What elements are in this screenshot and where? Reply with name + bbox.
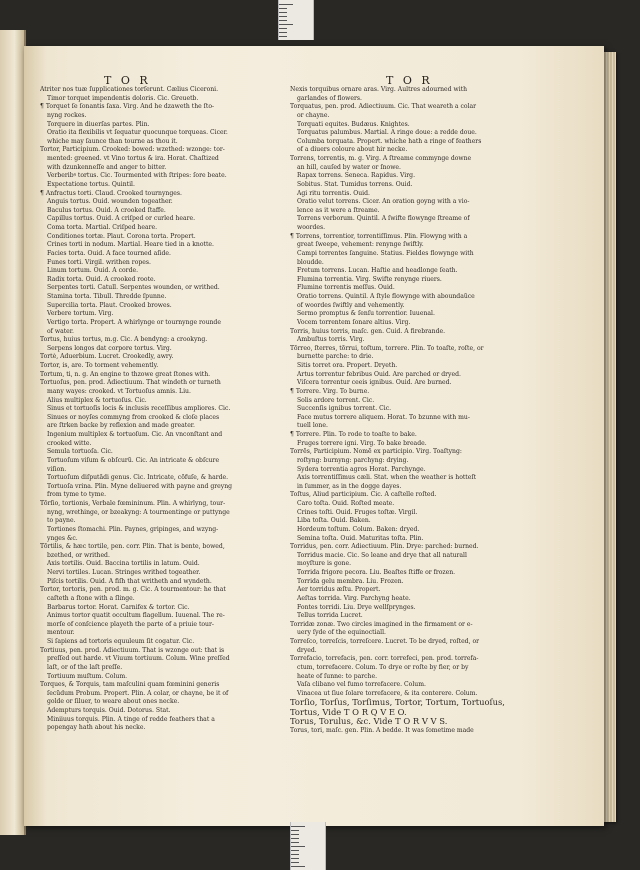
entry-line: bloudde. xyxy=(297,258,324,266)
entry-line: Torquatus, pen. prod. Adiectiuum. Cic. That weareth a colar xyxy=(290,103,477,111)
entry-line: Supercilia torta. Plaut. Crooked browes. xyxy=(47,301,172,309)
ruler-tick xyxy=(291,834,299,835)
entry-line: Timor torquet impendentis doloris. Cic. Greuetb. xyxy=(47,94,199,102)
entry-line: Torreſco, torreſcis, torreſcere. Lucret. To be dryed, roſted, or xyxy=(290,638,480,645)
entry-line: Vertigo torta. Propert. A whirlynge or tournynge rounde xyxy=(47,318,221,326)
entry-line: preſſed out harde. vt Viuum tortiuum. Colum. Wine preſſed xyxy=(47,655,230,663)
entry-line: Tortè, Aduerbium. Lucret. Crookedly, awry. xyxy=(40,353,174,361)
entry-line: Oratio ita flexibilis vt ſequatur quocunque torqueas. Cicer. xyxy=(47,129,228,137)
entry-line: are ſtrken backe by reflexion and made greater. xyxy=(47,422,195,430)
entry-line: Torridæ zonæ. Two circles imagined in the firmament or e- xyxy=(290,620,473,628)
entry-line: Fontes torridi. Liu. Drye wellſprynges. xyxy=(297,603,416,611)
entry-line: Torquere in diuerſas partes. Plin. xyxy=(47,120,150,128)
entry-line: ¶ Torrere. Plin. To rode to toaſte to bake. xyxy=(290,431,417,438)
entry-line: Torquatus palumbus. Martial. A ringe doue: a redde doue. xyxy=(297,129,477,137)
ruler-tick xyxy=(291,830,299,831)
entry-line: morſe of conſcience playeth the parte of a priuie tour- xyxy=(47,620,214,628)
entry-line: Aer torridus æſtu. Propert. xyxy=(297,586,381,594)
entry-line: Radix torta. Ouid. A crooked roote. xyxy=(47,275,156,283)
ruler-tick xyxy=(291,858,299,859)
entry-line: of a diuers coloure about hir necke. xyxy=(297,146,408,154)
entry-line: Flumine torrentis meſſus. Ouid. xyxy=(297,284,395,292)
entry-line: Adempturs torquis. Ouid. Dotorus. Stat. xyxy=(47,707,171,714)
entry-line: Sydera torrentia agros Horat. Parchynge. xyxy=(297,465,426,473)
entry-line: Torus, Torulus, &c. Vide T O R V V S. xyxy=(290,717,448,727)
entry-line: woordes. xyxy=(297,224,326,231)
entry-line: Tortus, Vide T O R Q V E O. xyxy=(290,707,407,717)
entry-line: laſt, or of the laſt preſſe. xyxy=(47,663,123,671)
entry-line: ¶ Anfractus torti. Claud. Crooked tournynges. xyxy=(40,189,182,197)
entry-line: Serpens longos dat corpore tortus. Virg. xyxy=(47,344,172,352)
ruler-tick xyxy=(291,862,299,863)
entry-line: dryed. xyxy=(297,646,317,654)
entry-line: Barbarus tortor. Horat. Carnifex & tortor. Cic. xyxy=(47,603,190,611)
ruler-tick xyxy=(279,12,287,13)
entry-line: Torrens, torrentis, m. g. Virg. A ſtreame commynge downe xyxy=(290,155,472,162)
ruler-tick xyxy=(279,36,287,37)
entry-line: Torrẽs, Participium. Nomẽ ex participio. Virg. Toaſtyng: xyxy=(290,448,462,456)
entry-line: many wayes: crooked. vt Tortuoſus amnis. Liu. xyxy=(47,387,191,395)
entry-line: viſion. xyxy=(47,465,67,473)
entry-line: ¶ Torquet ſe ſonantis ſaxa. Virg. And he dzaweth the ſto- xyxy=(40,103,215,111)
entry-line: Vinacea ut ſiue ſolare torrefacere, & ita conterere. Colum. xyxy=(297,689,478,697)
entry-line: Alius multiplex & tortuoſus. Cic. xyxy=(47,396,147,404)
entry-line: golde or ſiluer, to weare about ones necke. xyxy=(47,698,180,706)
entry-line: Columba torquata. Propert. whiche hath a ringe of feathers xyxy=(297,137,482,145)
entry-line: Solis ardore torrent. Cic. xyxy=(297,396,375,404)
entry-line: Torques, & Torquis, tam maſculini quam fœminini generis xyxy=(40,681,220,689)
entry-line: Torridus, pen. corr. Adiectiuum. Plin. Drye: parched: burned. xyxy=(290,543,479,551)
entry-line: Funes torti. Virgil. writhen ropes. xyxy=(47,258,151,266)
entry-line: ynges &c. xyxy=(47,534,78,542)
entry-line: Vaſa clibano vel fumo torrefacere. Colum. xyxy=(297,681,426,689)
ruler-tick xyxy=(291,838,299,839)
ruler-tick xyxy=(279,8,287,9)
entry-line: Animus tortor quatit occultum flagellum. Iuuenal. The re- xyxy=(47,612,225,620)
entry-line: Conditiones tortæ. Plaut. Corona torta. Propert. xyxy=(47,232,196,240)
entry-line: Crines toſti. Ouid. Fruges toſtæ. Virgil. xyxy=(297,508,418,516)
entry-line: Expectatione tortus. Quintil. xyxy=(47,180,135,188)
ruler-tick xyxy=(279,32,287,33)
entry-line: Linum tortum. Ouid. A corde. xyxy=(47,267,139,275)
entry-line: Ambuſtus torris. Virg. xyxy=(297,336,365,344)
entry-line: Viſcera torrentur ceeis ignibus. Ouid. Are burned. xyxy=(297,379,452,387)
entry-line: Stamina torta. Tibull. Thredde ſpunne. xyxy=(47,293,167,300)
entry-line: Tortor, Participium. Crooked: bowed: wzethed: wzonge: tor- xyxy=(40,146,225,154)
entry-line: Semina toſta. Ouid. Maturitas toſta. Plin. xyxy=(297,534,424,542)
bottom-ruler-strip xyxy=(290,822,326,870)
entry-line: Piſcis tortilis. Ouid. A fiſh that writheth and wyndeth. xyxy=(47,577,212,585)
entry-line: Face mutus torrere aliquem. Horat. To bzunne with mu- xyxy=(297,413,470,421)
entry-line: Crines torti in nodum. Martial. Heare tied in a knotte. xyxy=(47,241,214,249)
entry-line: Torrens verborum. Quintil. A ſwifte flowynge ſtreame of xyxy=(297,215,470,223)
entry-line: Vocem torrentem ſonare altius. Virg. xyxy=(297,318,411,326)
entry-line: burnette parche: to drie. xyxy=(297,353,374,361)
entry-line: Tortiones ſtomachi. Plin. Paynes, gripinges, and wzyng- xyxy=(47,525,219,533)
entry-line: Tõrſio, tortionis, Verbale fœmininum. Plin. A whirlyng, tour- xyxy=(40,500,226,507)
entry-line: ¶ Torrere. Virg. To burne. xyxy=(290,387,370,395)
entry-line: Sinues or noyſes commyng from crooked & cloſe places xyxy=(47,413,220,421)
entry-line: Sobitus. Stat. Tumidus torrens. Ouid. xyxy=(297,180,413,188)
entry-line: tuell lone. xyxy=(297,422,328,430)
ruler-tick xyxy=(291,850,299,851)
running-head-right: T O R xyxy=(386,74,433,87)
entry-line: of water. xyxy=(47,327,74,335)
entry-line: Facies torta. Ouid. A face tourned aſide. xyxy=(47,249,171,257)
entry-line: heate of ſunne: to parche. xyxy=(297,672,378,680)
entry-line: Torrida frigore pecora. Liu. Beaſtes ſtiffe or frozen. xyxy=(297,569,456,576)
entry-line: Liba toſta. Ouid. Baken. xyxy=(297,517,371,525)
entry-line: Tortuoſum diſputãdi genus. Cic. Intricate, cõfuſe, & harde. xyxy=(47,474,229,482)
entry-line: ctum, torrefacere. Colum. To drye or roſte by fier, or by xyxy=(297,663,469,671)
entry-line: mented: greened. vt Vino tortus & ira. Horat. Chaſtized xyxy=(47,155,219,162)
entry-line: Serpentes torti. Catull. Serpentes wounden, or writhed. xyxy=(47,284,220,292)
entry-line: in ſummer, as in the dogge dayes. xyxy=(297,482,402,490)
entry-line: Tortiuum muſtum. Colum. xyxy=(47,672,128,680)
entry-line: Rapax torrens. Seneca. Rapidus. Virg. xyxy=(297,172,416,180)
page-stack-edge xyxy=(604,52,616,822)
entry-line: Caro toſta. Ouid. Roſted meate. xyxy=(297,500,395,507)
entry-line: Si ſapiens ad tortoris equuleum ſit cogatur. Cic. xyxy=(47,638,195,645)
entry-line: great ſweepe, vehement: renynge ſwiftly. xyxy=(297,241,424,249)
entry-line: Semula tortuoſa. Cic. xyxy=(47,448,113,456)
entry-line: bzethed, or writhed. xyxy=(47,551,110,559)
entry-line: roſtyng: burnyng: parchyng: drying. xyxy=(297,456,409,464)
entry-line: Tortor, tortoris, pen. prod. m. g. Cic. A tourmentour: he that xyxy=(40,586,226,594)
left-column xyxy=(40,86,290,733)
entry-line: Tortuoſus, pen. prod. Adiectiuum. That windeth or turneth xyxy=(40,379,221,387)
entry-line: Sitis torret ora. Propert. Dryeth. xyxy=(297,362,398,369)
entry-line: Anguis tortus. Ouid. wounden togeather. xyxy=(47,198,173,206)
entry-line: Tortuoſum viſum & obſcurũ. Cic. An intricate & obſcure xyxy=(47,456,220,464)
entry-line: Sermo promptus & ſenſu torrentior. Iuuenal. xyxy=(297,310,435,318)
facing-page-edge xyxy=(0,30,26,835)
entry-line: of woordes ſwiftly and vehemently. xyxy=(297,301,405,309)
entry-line: or chayne. xyxy=(297,111,330,119)
entry-line: Hordeum toſtum. Colum. Baken: dryed. xyxy=(297,525,420,533)
entry-line: Verberibꝰ tortus. Cic. Tourmented with ſtripes: ſore beate. xyxy=(47,172,227,180)
entry-line: Axis torrentiſſimus cæli. Stat. when the weather is hotteſt xyxy=(297,474,477,482)
entry-line: Torrefacio, torrefacis, pen. corr. torrefeci, pen. prod. torrefa- xyxy=(290,655,479,663)
entry-line: uery ſyde of the equinoctiall. xyxy=(297,629,386,637)
entry-line: Tortiuus, pen. prod. Adiectiuum. That is wzonge out: that is xyxy=(40,646,225,654)
entry-line: nyng rockes. xyxy=(47,111,87,119)
ruler-tick xyxy=(291,846,305,847)
entry-line: Verbere tortum. Virg. xyxy=(47,310,114,318)
entry-line: caſteth a ſtone with a ſlinge. xyxy=(47,594,135,602)
entry-line: Fruges torrere igni. Virg. To bake breade. xyxy=(297,439,427,447)
entry-line: garlandes of flowers. xyxy=(297,94,362,102)
entry-line: Artus torrentur febribus Ouid. Are parched or dryed. xyxy=(297,370,461,378)
entry-line: lence as it were a ſtreame. xyxy=(297,206,380,214)
entry-line: moyſture is gone. xyxy=(297,560,352,568)
entry-line: Sinus et tortuoſis locis & inclusis receſſibus ampliores. Cic. xyxy=(47,405,231,413)
entry-line: Nervi tortiles. Lucan. Stringes writhed togeather. xyxy=(47,569,201,576)
entry-line: whiche may ſaunce than tourne as thou it. xyxy=(47,137,178,145)
entry-line: Tortus, huius tortus, m.g. Cic. A bendyng: a crookyng. xyxy=(40,336,208,344)
ruler-tick xyxy=(279,20,287,21)
entry-line: Oratio velut torrens. Cicer. An oration goyng with a vio- xyxy=(297,198,470,206)
entry-line: Flumina torrentia. Virg. Swifte renynge riuers. xyxy=(297,275,442,283)
entry-line: Torus, tori, maſc. gen. Plin. A bedde. It was ſometime made xyxy=(290,726,474,734)
entry-line: Tortum, ti, n. g. An engine to thzowe great ſtones with. xyxy=(40,370,211,378)
entry-line: Baculus tortus. Ouid. A crooked ſtaffe. xyxy=(47,206,166,214)
entry-line: an hill, cauſed by water or ſnowe. xyxy=(297,163,401,171)
entry-line: Tõrtilis, & hæc tortile, pen. corr. Plin. That is bente, bowed, xyxy=(40,543,225,551)
entry-line: Torris, huius torris, maſc. gen. Cuid. A firebrande. xyxy=(290,327,446,335)
ruler-tick xyxy=(291,826,305,827)
entry-line: Torrida gelu membra. Liu. Frozen. xyxy=(297,577,404,585)
entry-line: nyng, wrethinge, or bzeakyng: A tourmentinge or puttynge xyxy=(47,508,230,516)
entry-line: crooked witte. xyxy=(47,439,92,447)
entry-line: Tõrreo, ſterres, tõrrui, toſtum, torrere. Plin. To toaſte, roſte, or xyxy=(290,344,484,352)
entry-line: Coma torta. Martial. Criſped heare. xyxy=(47,224,158,231)
entry-line: popengay hath about his necke. xyxy=(47,724,146,732)
running-head-left: T O R xyxy=(104,74,151,87)
ruler-tick xyxy=(291,866,305,867)
entry-line: Ingenium multiplex & tortuoſum. Cic. An vnconſtant and xyxy=(47,431,223,438)
entry-line: Succenſis ignibus torrent. Cic. xyxy=(297,405,392,413)
ruler-tick xyxy=(291,842,299,843)
ruler-tick xyxy=(291,854,299,855)
entry-line: Torſio, Torſus, Torſimus, Tortor, Tortum, Tortuoſus, xyxy=(290,698,505,708)
entry-line: Tortuoſa vrina. Plin. Myne deliuered with payne and greyng xyxy=(47,482,233,490)
entry-line: ſecũdum Probum. Propert. Plin. A colar, or chayne, be it of xyxy=(47,689,229,697)
right-column xyxy=(290,86,540,735)
entry-line: Aeſtas torrida. Virg. Parchyng heate. xyxy=(297,594,411,602)
entry-line: Axis tortilis. Ouid. Baccina tortilis in latum. Ouid. xyxy=(47,560,200,568)
entry-line: ¶ Torrens, torrentior, torrentiſſimus. Plin. Flowyng with a xyxy=(290,232,468,240)
entry-line: Campi torrentes ſanguine. Statius. Fieldes flowynge with xyxy=(297,249,474,257)
entry-line: to payne. xyxy=(47,517,76,525)
entry-line: Miniiuus torquis. Plin. A tinge of redde feathers that a xyxy=(47,715,215,723)
entry-line: Toſtus, Aliud participium. Cic. A caſtelle roſted. xyxy=(290,491,437,499)
entry-line: Nexis torquibus ornare aras. Virg. Aultres adourned with xyxy=(290,86,468,93)
entry-line: Tellus torrida Lucret. xyxy=(297,612,363,620)
top-ruler-strip xyxy=(278,0,314,40)
entry-line: from tyme to tyme. xyxy=(47,491,107,499)
entry-line: Capillus tortus. Ouid. A criſped or curled heare. xyxy=(47,215,196,223)
entry-line: Atriter nos tuæ ſupplicationes torſerunt. Cælius Ciceroni. xyxy=(40,86,219,93)
ruler-tick xyxy=(279,28,287,29)
entry-line: mentour. xyxy=(47,629,75,637)
entry-line: Fretum torrens. Lucan. Haſtie and headlonge ſeath. xyxy=(297,267,458,275)
ruler-tick xyxy=(279,16,287,17)
ruler-tick xyxy=(279,4,293,5)
entry-line: Tortor, is, are. To torment vehemently. xyxy=(40,362,159,369)
entry-line: Oratio torrens. Quintil. A ſtyle flowynge with aboundaũce xyxy=(297,293,475,300)
entry-line: Torridus macie. Cic. So leane and drye that all naturall xyxy=(297,551,467,559)
entry-line: Agi ritu torrentis. Ouid. xyxy=(297,189,370,197)
ruler-tick xyxy=(279,24,293,25)
entry-line: Torquati equites. Budæus. Knightes. xyxy=(297,120,410,128)
entry-line: with dzunkenneſſe and anger to bitter. xyxy=(47,163,167,171)
